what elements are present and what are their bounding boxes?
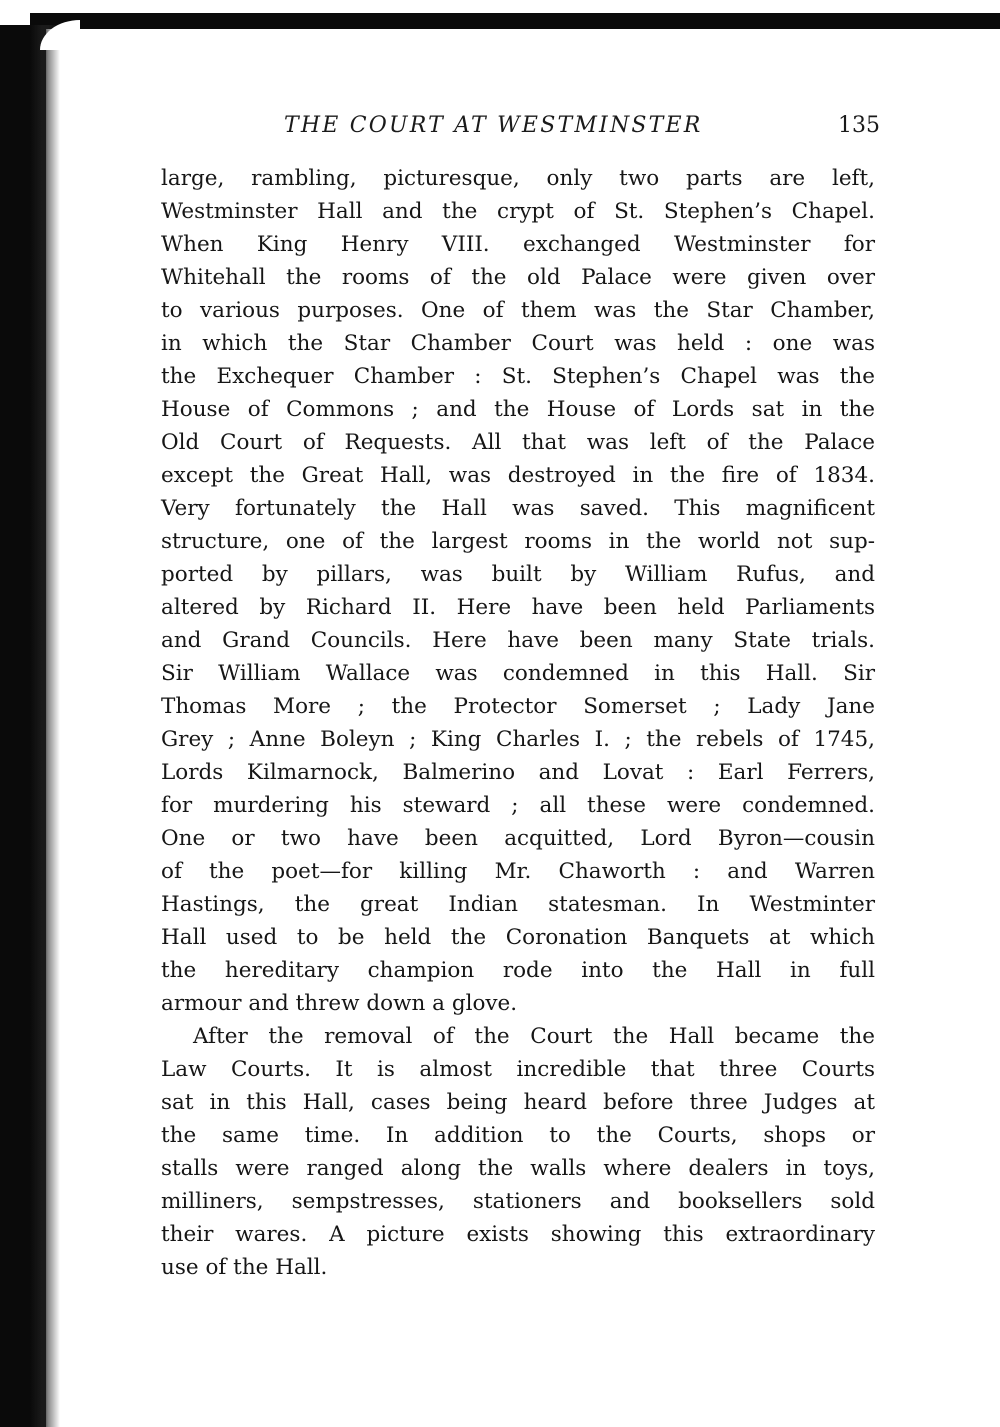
paragraph: [161, 162, 875, 1020]
text-line: and Grand Councils. Here have been many State trials.: [161, 628, 875, 653]
running-head: THE COURT AT WESTMINSTER: [284, 113, 703, 138]
page-number: 135: [838, 113, 880, 138]
text-line: their wares. A picture exists showing this extraordinary: [161, 1222, 875, 1247]
text-line: the same time. In addition to the Courts, shops or: [161, 1123, 875, 1148]
text-line: One or two have been acquitted, Lord Byron—cousin: [161, 826, 875, 851]
text-line: Law Courts. It is almost incredible that three Courts: [161, 1057, 875, 1082]
text-line: Lords Kilmarnock, Balmerino and Lovat : Earl Ferrers,: [161, 760, 875, 785]
text-line: Hall used to be held the Coronation Banquets at which: [161, 925, 875, 950]
text-line: structure, one of the largest rooms in the world not sup-: [161, 529, 875, 554]
text-line: Very fortunately the Hall was saved. This magnificent: [161, 496, 875, 521]
text-line: Hastings, the great Indian statesman. In Westminter: [161, 892, 875, 917]
text-line: except the Great Hall, was destroyed in the fire of 1834.: [161, 463, 875, 488]
body-text: [161, 162, 875, 1284]
text-line: of the poet—for killing Mr. Chaworth : and Warren: [161, 859, 875, 884]
text-line: Grey ; Anne Boleyn ; King Charles I. ; the rebels of 1745,: [161, 727, 875, 752]
text-line: When King Henry VIII. exchanged Westminster for: [161, 232, 875, 257]
text-line: Westminster Hall and the crypt of St. Stephen’s Chapel.: [161, 199, 875, 224]
text-line: large, rambling, picturesque, only two parts are left,: [161, 166, 875, 191]
text-line: altered by Richard II. Here have been held Parliaments: [161, 595, 875, 620]
text-line: Old Court of Requests. All that was left of the Palace: [161, 430, 875, 455]
text-line: the hereditary champion rode into the Hall in full: [161, 958, 875, 983]
text-line: milliners, sempstresses, stationers and booksellers sold: [161, 1189, 875, 1214]
text-line: House of Commons ; and the House of Lords sat in the: [161, 397, 875, 422]
scan-border-top: [30, 13, 1000, 29]
text-line: sat in this Hall, cases being heard before three Judges at: [161, 1090, 875, 1115]
text-line: in which the Star Chamber Court was held : one was: [161, 331, 875, 356]
text-line: ported by pillars, was built by William Rufus, and: [161, 562, 875, 587]
text-line: After the removal of the Court the Hall became the: [193, 1024, 875, 1049]
text-line: Sir William Wallace was condemned in this Hall. Sir: [161, 661, 875, 686]
paragraph: [161, 1020, 875, 1284]
text-line: the Exchequer Chamber : St. Stephen’s Chapel was the: [161, 364, 875, 389]
text-line: stalls were ranged along the walls where dealers in toys,: [161, 1156, 875, 1181]
text-line: for murdering his steward ; all these were condemned.: [161, 793, 875, 818]
text-line: to various purposes. One of them was the Star Chamber,: [161, 298, 875, 323]
text-line: Thomas More ; the Protector Somerset ; Lady Jane: [161, 694, 875, 719]
page-header: [160, 113, 880, 143]
text-line: use of the Hall.: [161, 1255, 328, 1280]
text-line: Whitehall the rooms of the old Palace were given over: [161, 265, 875, 290]
text-line: armour and threw down a glove.: [161, 991, 518, 1016]
scan-border-left-edge: [30, 25, 60, 1427]
